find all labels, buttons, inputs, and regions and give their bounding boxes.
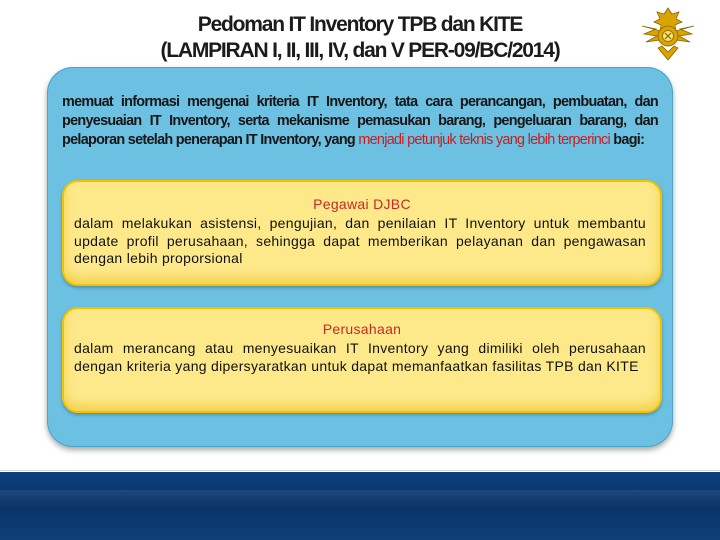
box-title: Pegawai DJBC [313,196,411,212]
footer-divider [0,470,720,471]
page-title-line-2: (LAMPIRAN I, II, III, IV, dan V PER-09/BC/2014) [160,39,560,62]
info-box-perusahaan [62,307,662,413]
box-body: dalam merancang atau menyesuaikan IT Inventory yang dimiliki oleh perusahaan dengan kriteria yang dipersyaratkan untuk dapat memanfaatkan fasilitas TPB dan KITE [74,340,646,374]
footer-bar [0,472,720,540]
intro-highlight: menjadi petunjuk teknis yang lebih terperinci [358,132,610,148]
intro-text: memuat informasi mengenai kriteria IT Inventory, tata cara perancangan, pembuatan, dan penyesuaian IT Inventory, serta mekanisme pemasukan barang, pengeluaran barang, dan pelaporan setelah penerapan IT Inventory, yang [62,94,658,148]
intro-paragraph [62,93,658,150]
page-title [0,12,720,64]
page-title-line-1: Pedoman IT Inventory TPB dan KITE [197,13,523,36]
customs-emblem-icon [636,2,700,64]
footer-sheen [0,490,720,508]
intro-ending: bagi: [610,132,645,148]
info-box-pegawai-djbc [62,180,662,286]
box-body: dalam melakukan asistensi, pengujian, dan penilaian IT Inventory untuk membantu update profil perusahaan, sehingga dapat memberikan pelayanan dan pengawasan dengan lebih proporsional [74,215,646,266]
box-title: Perusahaan [322,321,402,337]
